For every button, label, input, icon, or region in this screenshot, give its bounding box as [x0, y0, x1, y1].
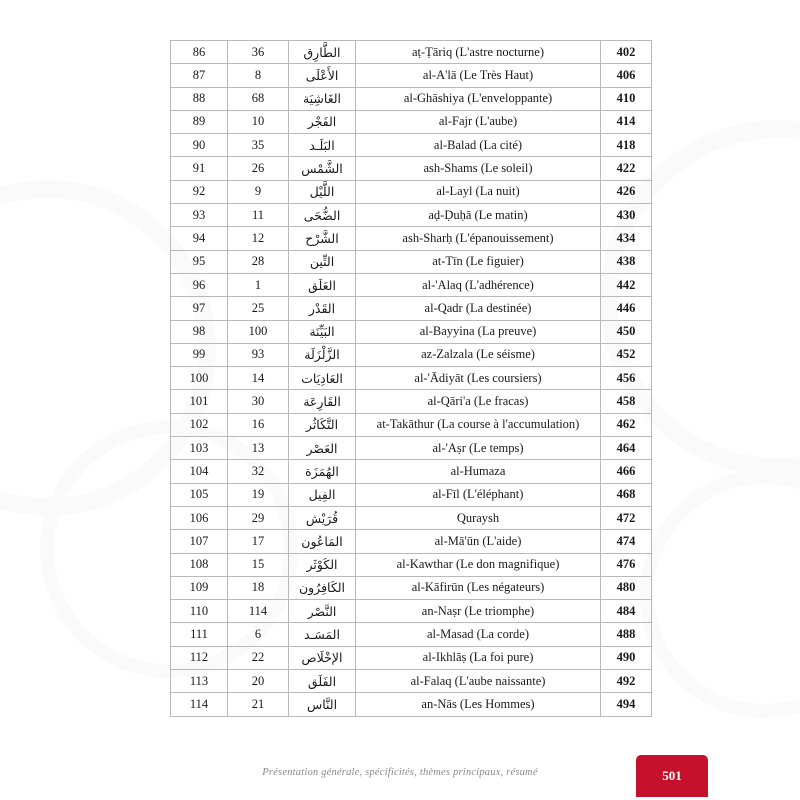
surah-arabic-name: الشَّمْس — [289, 157, 356, 180]
surah-arabic-name: الفَجْر — [289, 110, 356, 133]
surah-arabic-name: الزَّلْزَلَة — [289, 343, 356, 366]
revelation-order: 11 — [228, 204, 289, 227]
surah-page-number: 446 — [601, 297, 652, 320]
surah-page-number: 458 — [601, 390, 652, 413]
surah-transliterated-name: al-Qadr (La destinée) — [356, 297, 601, 320]
surah-arabic-name: البَلَـد — [289, 134, 356, 157]
surah-arabic-name: الأَعْلَى — [289, 64, 356, 87]
revelation-order: 16 — [228, 413, 289, 436]
surah-number: 112 — [171, 646, 228, 669]
surah-page-number: 422 — [601, 157, 652, 180]
surah-page-number: 488 — [601, 623, 652, 646]
revelation-order: 12 — [228, 227, 289, 250]
surah-arabic-name: الهُمَزَة — [289, 460, 356, 483]
surah-arabic-name: الضُّحَى — [289, 204, 356, 227]
surah-arabic-name: القَارِعَة — [289, 390, 356, 413]
table-row — [171, 180, 652, 203]
surah-number: 94 — [171, 227, 228, 250]
surah-page-number: 418 — [601, 134, 652, 157]
revelation-order: 18 — [228, 576, 289, 599]
surah-arabic-name: النَّصْر — [289, 600, 356, 623]
surah-transliterated-name: al-Falaq (L'aube naissante) — [356, 670, 601, 693]
surah-number: 105 — [171, 483, 228, 506]
table-row — [171, 413, 652, 436]
revelation-order: 93 — [228, 343, 289, 366]
surah-page-number: 414 — [601, 110, 652, 133]
revelation-order: 19 — [228, 483, 289, 506]
table-row — [171, 134, 652, 157]
table-row — [171, 483, 652, 506]
table-row — [171, 460, 652, 483]
surah-number: 90 — [171, 134, 228, 157]
surah-arabic-name: الفَلَق — [289, 670, 356, 693]
surah-transliterated-name: an-Nās (Les Hommes) — [356, 693, 601, 716]
revelation-order: 36 — [228, 41, 289, 64]
surah-number: 97 — [171, 297, 228, 320]
surah-transliterated-name: al-Humaza — [356, 460, 601, 483]
surah-page-number: 452 — [601, 343, 652, 366]
surah-arabic-name: القَدْر — [289, 297, 356, 320]
surah-arabic-name: الفِيل — [289, 483, 356, 506]
table-row — [171, 64, 652, 87]
surah-number: 113 — [171, 670, 228, 693]
surah-number: 109 — [171, 576, 228, 599]
page-number: 501 — [662, 768, 682, 783]
revelation-order: 13 — [228, 437, 289, 460]
surah-number: 102 — [171, 413, 228, 436]
surah-transliterated-name: an-Naṣr (Le triomphe) — [356, 600, 601, 623]
surah-number: 86 — [171, 41, 228, 64]
revelation-order: 114 — [228, 600, 289, 623]
revelation-order: 25 — [228, 297, 289, 320]
surah-arabic-name: العَلَق — [289, 273, 356, 296]
surah-number: 100 — [171, 367, 228, 390]
surah-arabic-name: قُرَيْش — [289, 506, 356, 529]
table-row — [171, 343, 652, 366]
surah-page-number: 430 — [601, 204, 652, 227]
surah-arabic-name: النَّاس — [289, 693, 356, 716]
revelation-order: 32 — [228, 460, 289, 483]
surah-page-number: 438 — [601, 250, 652, 273]
surah-arabic-name: الكَوْثَر — [289, 553, 356, 576]
surah-transliterated-name: al-Qāri'a (Le fracas) — [356, 390, 601, 413]
surah-page-number: 426 — [601, 180, 652, 203]
surah-page-number: 450 — [601, 320, 652, 343]
surah-arabic-name: التِّين — [289, 250, 356, 273]
revelation-order: 21 — [228, 693, 289, 716]
surah-transliterated-name: at-Tīn (Le figuier) — [356, 250, 601, 273]
revelation-order: 9 — [228, 180, 289, 203]
surah-transliterated-name: al-Kāfirūn (Les négateurs) — [356, 576, 601, 599]
surah-transliterated-name: al-Fīl (L'éléphant) — [356, 483, 601, 506]
table-row — [171, 670, 652, 693]
surah-transliterated-name: al-Masad (La corde) — [356, 623, 601, 646]
surah-number: 89 — [171, 110, 228, 133]
table-row — [171, 367, 652, 390]
surah-page-number: 466 — [601, 460, 652, 483]
surah-page-number: 456 — [601, 367, 652, 390]
surah-page-number: 474 — [601, 530, 652, 553]
surah-page-number: 402 — [601, 41, 652, 64]
table-row — [171, 204, 652, 227]
table-row — [171, 157, 652, 180]
surah-number: 88 — [171, 87, 228, 110]
table-row — [171, 553, 652, 576]
surah-transliterated-name: al-Bayyina (La preuve) — [356, 320, 601, 343]
revelation-order: 35 — [228, 134, 289, 157]
surah-number: 99 — [171, 343, 228, 366]
revelation-order: 17 — [228, 530, 289, 553]
surah-page-number: 442 — [601, 273, 652, 296]
revelation-order: 6 — [228, 623, 289, 646]
surah-transliterated-name: al-Balad (La cité) — [356, 134, 601, 157]
surah-arabic-name: اللَّيْل — [289, 180, 356, 203]
surah-transliterated-name: aḍ-Ḍuḥā (Le matin) — [356, 204, 601, 227]
revelation-order: 15 — [228, 553, 289, 576]
table-row — [171, 227, 652, 250]
surah-arabic-name: المَسَـد — [289, 623, 356, 646]
surah-transliterated-name: al-'Alaq (L'adhérence) — [356, 273, 601, 296]
surah-arabic-name: العَادِيَات — [289, 367, 356, 390]
surah-transliterated-name: al-'Aṣr (Le temps) — [356, 437, 601, 460]
surah-transliterated-name: al-Ghāshiya (L'enveloppante) — [356, 87, 601, 110]
table-row — [171, 530, 652, 553]
surah-page-number: 406 — [601, 64, 652, 87]
surah-number: 98 — [171, 320, 228, 343]
surah-page-number: 480 — [601, 576, 652, 599]
revelation-order: 22 — [228, 646, 289, 669]
revelation-order: 20 — [228, 670, 289, 693]
surah-transliterated-name: al-'Ādiyāt (Les coursiers) — [356, 367, 601, 390]
surah-transliterated-name: ash-Shams (Le soleil) — [356, 157, 601, 180]
surah-transliterated-name: aṭ-Ṭāriq (L'astre nocturne) — [356, 41, 601, 64]
surah-arabic-name: العَصْر — [289, 437, 356, 460]
surah-transliterated-name: ash-Sharḥ (L'épanouissement) — [356, 227, 601, 250]
surah-arabic-name: الغَاشِيَة — [289, 87, 356, 110]
surah-number: 104 — [171, 460, 228, 483]
table-row — [171, 390, 652, 413]
surah-page-number: 476 — [601, 553, 652, 576]
table-row — [171, 623, 652, 646]
revelation-order: 29 — [228, 506, 289, 529]
revelation-order: 26 — [228, 157, 289, 180]
surah-number: 96 — [171, 273, 228, 296]
table-row — [171, 576, 652, 599]
surah-arabic-name: الشَّرْح — [289, 227, 356, 250]
surah-number: 95 — [171, 250, 228, 273]
surah-page-number: 492 — [601, 670, 652, 693]
surah-number: 87 — [171, 64, 228, 87]
surah-arabic-name: الطَّارِق — [289, 41, 356, 64]
decorative-swirl — [640, 470, 800, 718]
surah-page-number: 464 — [601, 437, 652, 460]
table-row — [171, 693, 652, 716]
revelation-order: 1 — [228, 273, 289, 296]
surah-page-number: 472 — [601, 506, 652, 529]
surah-page-number: 494 — [601, 693, 652, 716]
surah-number: 91 — [171, 157, 228, 180]
surah-transliterated-name: al-Fajr (L'aube) — [356, 110, 601, 133]
footer-note: Présentation générale, spécificités, thèmes principaux, résumé — [262, 767, 538, 778]
surah-page-number: 410 — [601, 87, 652, 110]
surah-number: 111 — [171, 623, 228, 646]
table-row — [171, 250, 652, 273]
table-row — [171, 273, 652, 296]
surah-number: 93 — [171, 204, 228, 227]
surah-index-table — [170, 40, 636, 717]
surah-number: 107 — [171, 530, 228, 553]
surah-arabic-name: البَيِّنَة — [289, 320, 356, 343]
table-row — [171, 87, 652, 110]
surah-transliterated-name: al-A'lā (Le Très Haut) — [356, 64, 601, 87]
page-number-tab — [636, 755, 708, 797]
surah-page-number: 490 — [601, 646, 652, 669]
surah-transliterated-name: al-Layl (La nuit) — [356, 180, 601, 203]
surah-transliterated-name: az-Zalzala (Le séisme) — [356, 343, 601, 366]
surah-page-number: 484 — [601, 600, 652, 623]
table-row — [171, 110, 652, 133]
revelation-order: 30 — [228, 390, 289, 413]
surah-number: 92 — [171, 180, 228, 203]
surah-number: 101 — [171, 390, 228, 413]
surah-arabic-name: التَّكَاثُر — [289, 413, 356, 436]
surah-page-number: 468 — [601, 483, 652, 506]
table-row — [171, 320, 652, 343]
table-row — [171, 600, 652, 623]
surah-page-number: 462 — [601, 413, 652, 436]
surah-number: 106 — [171, 506, 228, 529]
surah-transliterated-name: at-Takāthur (La course à l'accumulation) — [356, 413, 601, 436]
revelation-order: 28 — [228, 250, 289, 273]
table-row — [171, 297, 652, 320]
surah-transliterated-name: Quraysh — [356, 506, 601, 529]
table-row — [171, 506, 652, 529]
surah-transliterated-name: al-Mā'ūn (L'aide) — [356, 530, 601, 553]
surah-transliterated-name: al-Kawthar (Le don magnifique) — [356, 553, 601, 576]
surah-transliterated-name: al-Ikhlāṣ (La foi pure) — [356, 646, 601, 669]
surah-number: 103 — [171, 437, 228, 460]
revelation-order: 68 — [228, 87, 289, 110]
surah-arabic-name: الإخْلَاص — [289, 646, 356, 669]
surah-number: 108 — [171, 553, 228, 576]
table-row — [171, 437, 652, 460]
revelation-order: 10 — [228, 110, 289, 133]
surah-page-number: 434 — [601, 227, 652, 250]
surah-number: 110 — [171, 600, 228, 623]
surah-arabic-name: المَاعُون — [289, 530, 356, 553]
revelation-order: 100 — [228, 320, 289, 343]
revelation-order: 8 — [228, 64, 289, 87]
table-row — [171, 646, 652, 669]
surah-arabic-name: الكَافِرُون — [289, 576, 356, 599]
revelation-order: 14 — [228, 367, 289, 390]
surah-number: 114 — [171, 693, 228, 716]
table-row — [171, 41, 652, 64]
